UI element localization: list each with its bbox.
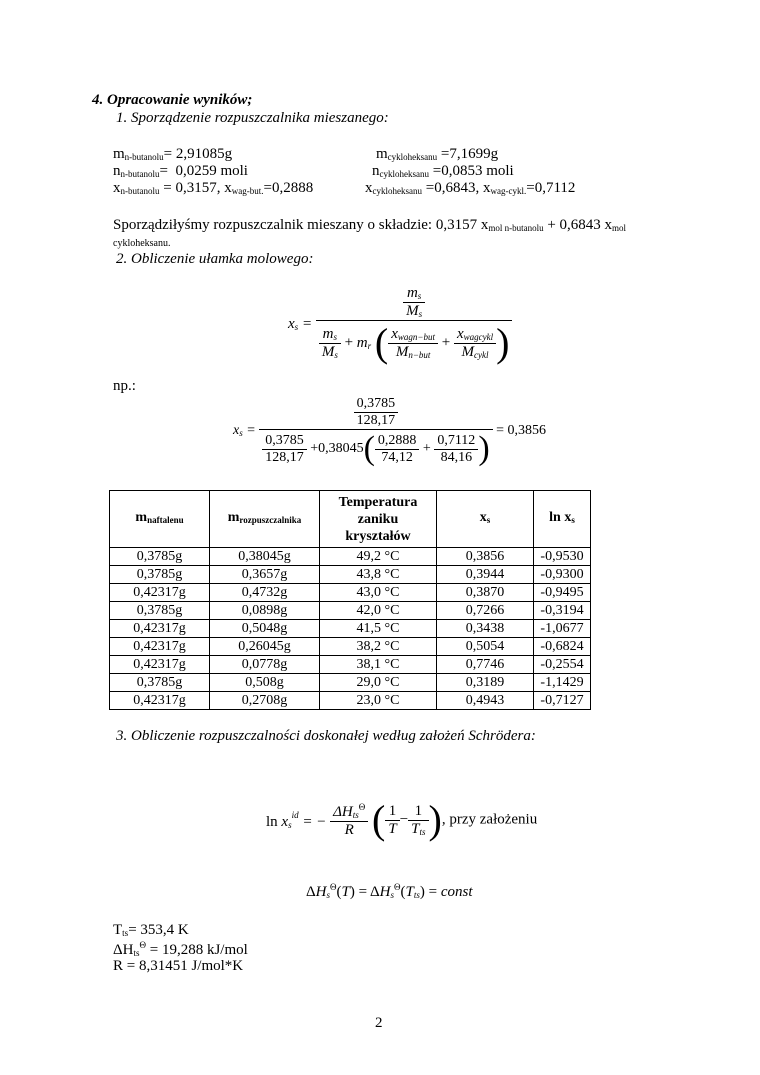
table-cell: 0,42317g	[110, 584, 210, 602]
table-cell: 0,26045g	[210, 638, 320, 656]
table-cell: 0,5048g	[210, 620, 320, 638]
table-cell: 42,0 °C	[320, 602, 437, 620]
table-cell: 23,0 °C	[320, 692, 437, 710]
header-temperatura: Temperatura zaniku kryształów	[320, 491, 437, 548]
header-m-rozpuszczalnika: $m_{rozpuszczalnika}$	[210, 491, 320, 548]
table-cell: 0,0778g	[210, 656, 320, 674]
table-cell: -0,7127	[534, 692, 591, 710]
table-cell: 0,5054	[437, 638, 534, 656]
table-cell: 0,42317g	[110, 656, 210, 674]
table-cell: 43,0 °C	[320, 584, 437, 602]
table-cell: 0,3438	[437, 620, 534, 638]
section-title: 4. Opracowanie wyników;	[92, 92, 253, 108]
const-equation: $\Delta H_s^\Theta(T) = \Delta H_s^\Theta(T_{ts})$ = const	[306, 882, 473, 900]
schroder-formula: $\ln x_s^{id}$ = − $\frac{\Delta H_{ts}^\Theta}{R}$ ( $\frac{1}{T}$ − $\frac{1}{T_{ts}}$ ), przy założeniu	[266, 797, 538, 842]
n-butanol-line: $n_{n-butanolu}= 0,0259$ moli	[113, 163, 248, 179]
subsection-2: 2. Obliczenie ułamka molowego:	[116, 251, 314, 267]
example-label: np.:	[113, 378, 136, 394]
results-table	[109, 490, 591, 710]
header-ln-xs: $\ln x_s$	[534, 491, 591, 548]
table-cell: 0,7746	[437, 656, 534, 674]
table-cell: 0,2708g	[210, 692, 320, 710]
table-cell: 0,38045g	[210, 548, 320, 566]
table-cell: 0,42317g	[110, 620, 210, 638]
n-cyklo-line: $n_{cykloheksanu} =0,0853$ moli	[372, 163, 514, 179]
table-cell: 0,42317g	[110, 638, 210, 656]
table-cell: 0,4943	[437, 692, 534, 710]
table-cell: 38,2 °C	[320, 638, 437, 656]
m-butanol-line: $m_{n-butanolu}= 2,91085g$	[113, 146, 233, 162]
m-cyklo-line: $m_{cykloheksanu} =7,1699g$	[376, 146, 499, 162]
table-cell: 0,3870	[437, 584, 534, 602]
table-cell: 43,8 °C	[320, 566, 437, 584]
table-row	[110, 566, 591, 584]
table-cell: 29,0 °C	[320, 674, 437, 692]
table-cell: 49,2 °C	[320, 548, 437, 566]
table-cell: -0,9300	[534, 566, 591, 584]
page-number: 2	[375, 1015, 383, 1031]
table-cell: 0,3856	[437, 548, 534, 566]
table-cell: 0,3785g	[110, 674, 210, 692]
table-row	[110, 674, 591, 692]
subsection-3: 3. Obliczenie rozpuszczalności doskonałej według założeń Schrödera:	[116, 728, 536, 744]
table-cell: -0,6824	[534, 638, 591, 656]
composition-sentence-cont: cykloheksanu.	[113, 238, 171, 249]
table-cell: 0,3189	[437, 674, 534, 692]
table-cell: -0,9530	[534, 548, 591, 566]
table-row	[110, 638, 591, 656]
table-cell: -1,1429	[534, 674, 591, 692]
table-cell: 0,3944	[437, 566, 534, 584]
table-row	[110, 602, 591, 620]
table-cell: 41,5 °C	[320, 620, 437, 638]
table-cell: 0,42317g	[110, 692, 210, 710]
mole-fraction-formula: $x_s$ = $\frac{m_s}{M_s}$ $\frac{m_s}{M_s}$ + $m_r$ ( $\frac{x_{wagn-but}}{M_{n-but}}$ + $\frac{x_{wagcykl}}{M_{cykl}}$ )	[288, 285, 512, 363]
const-r: R = 8,31451 J/mol*K	[113, 958, 244, 974]
composition-sentence: Sporządziłyśmy rozpuszczalnik mieszany o składzie: 0,3157 $x_{mol n-butanolu} + 0,6843$ $x_{mol}$	[113, 217, 627, 233]
table-cell: 0,0898g	[210, 602, 320, 620]
table-header-row	[110, 491, 591, 548]
subsection-1: 1. Sporządzenie rozpuszczalnika mieszanego:	[116, 110, 389, 126]
table-cell: -1,0677	[534, 620, 591, 638]
const-tts: $T_{ts}= 353,4$ K	[113, 922, 189, 938]
header-xs: $x_s$	[437, 491, 534, 548]
header-m-naftalenu: $m_{naftalenu}$	[110, 491, 210, 548]
table-row	[110, 620, 591, 638]
table-cell: 0,508g	[210, 674, 320, 692]
table-cell: 0,7266	[437, 602, 534, 620]
table-cell: 0,4732g	[210, 584, 320, 602]
table-cell: -0,2554	[534, 656, 591, 674]
table-row	[110, 656, 591, 674]
table-cell: 0,3785g	[110, 548, 210, 566]
table-row	[110, 692, 591, 710]
table-row	[110, 584, 591, 602]
const-dh: $\Delta H_{ts}^\Theta = 19,288$ kJ/mol	[113, 940, 248, 958]
x-cyklo-line: $x_{cykloheksanu} =0,6843$, $x_{wag-cykl.}=0,7112$	[365, 180, 576, 196]
table-cell: 38,1 °C	[320, 656, 437, 674]
example-formula: $x_s$ = $\frac{0,3785}{128,17}$ $\frac{0,3785}{128,17}$ +0,38045( $\frac{0,2888}{74,12}$ + $\frac{0,7112}{84,16}$ ) = 0,3856	[233, 396, 547, 467]
table-cell: -0,3194	[534, 602, 591, 620]
table-row	[110, 548, 591, 566]
table-cell: -0,9495	[534, 584, 591, 602]
table-cell: 0,3785g	[110, 566, 210, 584]
table-cell: 0,3657g	[210, 566, 320, 584]
table-cell: 0,3785g	[110, 602, 210, 620]
x-butanol-line: $x_{n-butanolu} = 0,3157$, $x_{wag-but.}=0,2888$	[113, 180, 314, 196]
